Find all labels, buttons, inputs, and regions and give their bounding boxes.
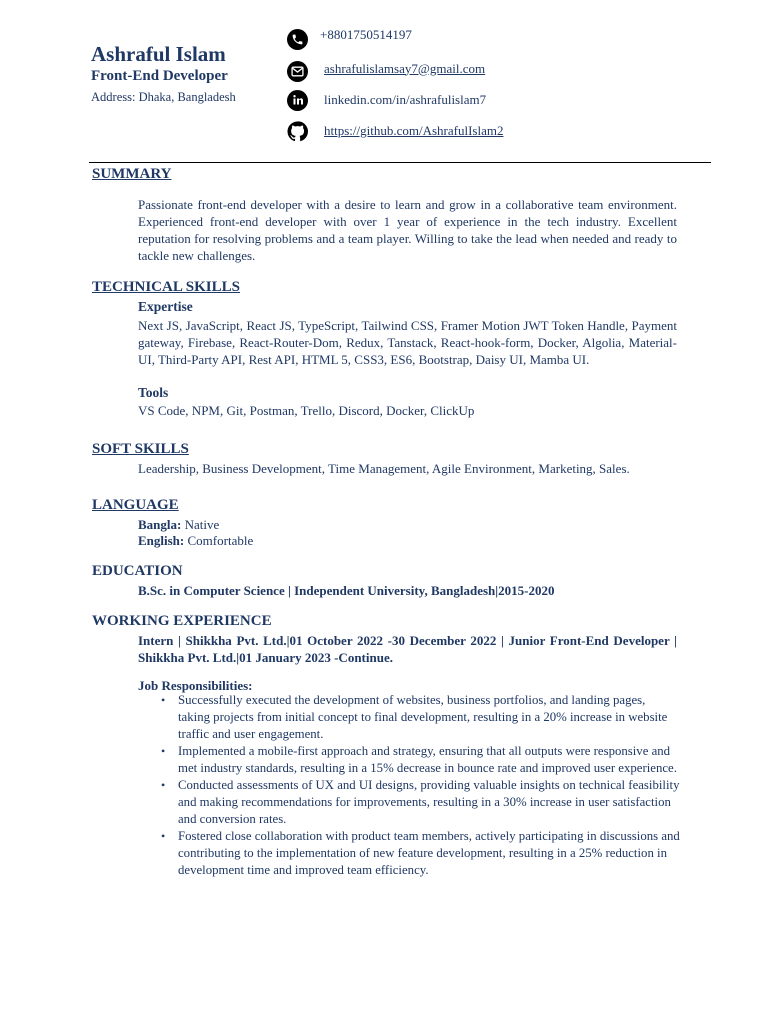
phone-icon: [287, 29, 308, 50]
list-item: • Conducted assessments of UX and UI designs, providing valuable insights on technical feasibility and making recommendations for improvements, resulting in a 30% increase in user satisfaction and conversion rates.: [160, 777, 680, 828]
education-heading: EDUCATION: [92, 563, 183, 579]
contact-email[interactable]: [287, 60, 687, 82]
candidate-address: Address: Dhaka, Bangladesh: [91, 90, 236, 104]
technical-skills-heading: TECHNICAL SKILLS: [92, 279, 240, 295]
language-level: Comfortable: [184, 533, 254, 548]
responsibilities-label: Job Responsibilities:: [138, 678, 253, 693]
language-sep: :: [177, 517, 182, 532]
expertise-text: Next JS, JavaScript, React JS, TypeScript, Tailwind CSS, Framer Motion JWT Token Handle, Payment gateway, Firebase, React-Router-Dom, Redux, Tanstack, React-hook-form, Docker, Algolia, Material-UI, Third-Party API, Rest API, HTML 5, CSS3, ES6, Bootstrap, Daisy UI, Mamba UI.: [138, 318, 677, 367]
responsibilities-list: [160, 692, 680, 879]
candidate-name: Ashraful Islam: [91, 42, 226, 66]
summary-text: Passionate front-end developer with a desire to learn and grow in a collaborative team environment. Experienced front-end developer with over 1 year of experience in the tech industry. Excellent reputation for resolving problems and a team player. Willing to take the lead when needed and ready to tackle new challenges.: [138, 197, 677, 263]
language-sep: :: [179, 533, 185, 548]
tools-text: VS Code, NPM, Git, Postman, Trello, Discord, Docker, ClickUp: [138, 403, 475, 418]
language-level: Native: [181, 517, 220, 532]
phone-number: +8801750514197: [320, 27, 412, 42]
email-link[interactable]: ashrafulislamsay7@gmail.com: [324, 60, 486, 76]
experience-roles: Intern | Shikkha Pvt. Ltd.|01 October 2022 -30 December 2022 | Junior Front-End Developer | Shikkha Pvt. Ltd.|01 January 2023 -Continue.: [138, 633, 677, 665]
header-divider: [89, 162, 711, 163]
list-item: • Fostered close collaboration with product team members, actively participating in discussions and contributing to the implementation of new feature development, resulting in a 25% reduction in development time and improved team efficiency.: [160, 828, 680, 879]
contact-linkedin[interactable]: [287, 89, 687, 111]
summary-heading: SUMMARY: [92, 166, 172, 182]
contact-phone: [287, 28, 687, 50]
candidate-role: Front-End Developer: [91, 68, 228, 84]
expertise-label: Expertise: [138, 299, 193, 314]
github-icon: [287, 121, 308, 142]
list-item: • Implemented a mobile-first approach and strategy, ensuring that all outputs were responsive and met industry standards, resulting in a 15% decrease in bounce rate and improved user experience.: [160, 743, 680, 777]
soft-skills-heading: SOFT SKILLS: [92, 441, 189, 457]
language-name: English: [138, 533, 180, 548]
list-item: • Successfully executed the development of websites, business portfolios, and landing pages, taking projects from initial concept to final development, resulting in a 20% increase in website traffic and user engagement.: [160, 692, 680, 743]
linkedin-link[interactable]: linkedin.com/in/ashrafulislam7: [324, 92, 487, 107]
language-english: [138, 533, 253, 549]
github-link[interactable]: https://github.com/AshrafulIslam2: [324, 123, 504, 138]
email-icon: [287, 61, 308, 82]
language-bangla: [138, 517, 219, 533]
education-text: B.Sc. in Computer Science | Independent University, Bangladesh|2015-2020: [138, 583, 555, 598]
language-name: Bangla: [138, 517, 178, 532]
language-heading: LANGUAGE: [92, 497, 179, 513]
soft-skills-text: Leadership, Business Development, Time Management, Agile Environment, Marketing, Sales.: [138, 461, 630, 476]
linkedin-icon: [287, 90, 308, 111]
tools-label: Tools: [138, 385, 169, 400]
experience-heading: WORKING EXPERIENCE: [92, 613, 272, 629]
contact-github[interactable]: [287, 120, 687, 142]
